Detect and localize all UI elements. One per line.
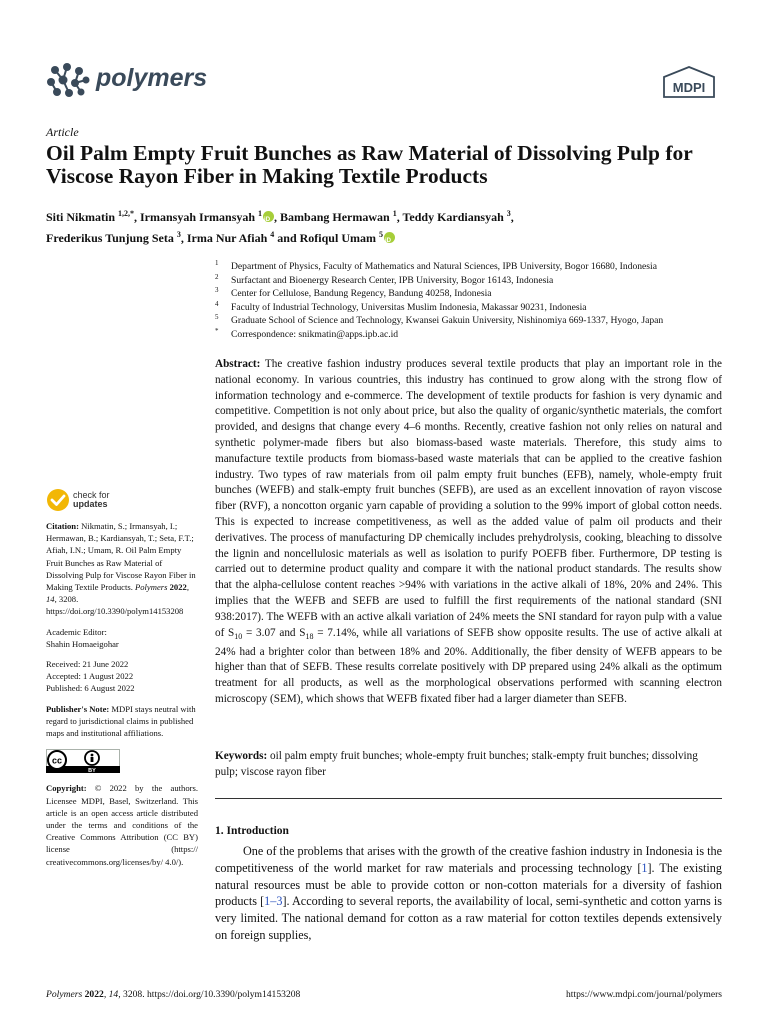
abstract-sub-1: 10	[234, 631, 243, 641]
copyright-label: Copyright:	[46, 783, 87, 794]
author-list	[46, 205, 722, 247]
footer-journal-url[interactable]: https://www.mdpi.com/journal/polymers	[565, 989, 722, 1000]
keywords-label: Keywords:	[215, 750, 268, 762]
author-affiliation-sup: 3	[176, 230, 181, 239]
reference-link-1-3[interactable]: 1–3	[264, 894, 283, 909]
citation-block	[46, 520, 198, 618]
affiliation-number: 1	[215, 259, 219, 267]
introduction-paragraph	[215, 843, 722, 944]
mdpi-logo-text: MDPI	[672, 80, 706, 95]
polymers-logo-icon	[46, 62, 92, 98]
footer-year: 2022	[82, 989, 104, 1000]
affiliation-text: Department of Physics, Faculty of Mathematics and Natural Sciences, IPB University, Bogor 16680, Indonesia	[231, 261, 657, 272]
affiliation-text: Faculty of Industrial Technology, Universitas Muslim Indonesia, Makassar 90231, Indonesia	[231, 301, 587, 313]
abstract-text-2: = 3.07 and S	[242, 626, 306, 639]
author-separator: ,	[396, 210, 403, 224]
keywords	[215, 749, 722, 781]
affiliation-item	[215, 314, 725, 328]
affiliation-number: 3	[215, 286, 219, 294]
author-separator: and	[274, 231, 300, 245]
affiliation-number: 4	[215, 299, 219, 308]
abstract-text-1: The creative fashion industry produces several textile products that play an important role in the national economy. In various countries, this industry has continued to grow along with the strong flow of information technology and e-commerce. The development of textile products for fashion is very dynamic and competitive. Competition is not only about price, but also the quality of organic/synthetic materials, the comfort provided, and designs that change every 4–6 months. Recently, creative fashion not only relies on natural and synthetic polymer-made fibers but also biomass-based waste materials. Therefore, this study aims to manufacture textile products from biomass-based waste materials that can be applied to the creative fashion industry. Two types of raw materials from oil palm empty fruit bunches (EFB), namely, whole-empty fruit bunches (WEFB) and stalk-empty fruit bunches (SEFB), are used as an excellent innovation of rayon viscose fiber (RVF), a noncotton organic yarn capable of providing a solution to the 99% import of global cotton needs. This is expected to increase competitiveness, as well as the added value of palm oil products and their derivatives. The process of manufacturing DP chemically includes prehydrolysis, cooking, bleaching to dissolve the lignin and noncellulosic materials as well as isolation to purify POEFB fiber. Furthermore, DP testing is carried out to determine product quality and compare it with the national product standards. The results show that the alpha-cellulose content reaches >94% with variations in the active alkali of 18%, 20% and 24%. This implies that the WEFB and SEFB are used to fulfill the first requirements of the national standard (SNI 938:2017). The WEFB with an active alkali variation of 24% meets the SNI standard for rayon pulp with a value of S	[215, 358, 722, 639]
check-line-1: check for	[73, 490, 110, 500]
affiliation-item	[215, 274, 725, 288]
affiliation-number: 5	[215, 313, 219, 321]
date-published: Published: 6 August 2022	[46, 683, 135, 694]
citation-text-1: Nikmatin, S.; Irmansyah, I.; Hermawan, B.; Kardiansyah, T.; Seta, F.T.; Afiah, I.N.; Umam, R. Oil Palm Empty Fruit Bunches as Raw Material of Dissolving Pulp for Viscose Rayon Fiber in Making Textile Products.	[46, 521, 196, 593]
check-for-updates-icon	[46, 488, 70, 512]
citation-label: Citation:	[46, 521, 79, 531]
citation-journal: Polymers	[135, 582, 168, 593]
abstract-label: Abstract:	[215, 358, 261, 370]
affiliation-item	[215, 328, 725, 342]
journal-header	[46, 62, 722, 102]
abstract-text-3: = 7.14%, while all variations of SEFB show opposite results. The use of active alkali at 24% had a brighter color than between 18% and 20%. Additionally, the fiber density of WEFB appears to be higher than that of SEFB. These results correlate positively with DP prepared using 24% alkali as the optimum treatment for all products, as well as the morphological observations performed with scanning electron microscopy (SEM), which shows that WEFB fixated fiber had a larger diameter than SEFB.	[215, 626, 723, 705]
date-accepted: Accepted: 1 August 2022	[46, 671, 134, 682]
author-affiliation-sup: 3	[506, 209, 511, 218]
affiliation-text: Graduate School of Science and Technology, Kwansei Gakuin University, Nishinomiya 669-1337, Hyogo, Japan	[231, 315, 664, 326]
article-title: Oil Palm Empty Fruit Bunches as Raw Material of Dissolving Pulp for Viscose Rayon Fiber in Making Textile Products	[46, 141, 693, 188]
footer-journal: Polymers	[46, 989, 83, 1000]
author-affiliation-sup: 5	[378, 230, 383, 239]
check-for-updates-text	[73, 491, 110, 509]
author-separator: ,	[274, 210, 281, 224]
affiliation-text: Correspondence: snikmatin@apps.ipb.ac.id	[231, 328, 399, 340]
footer-doi: , 3208. https://doi.org/10.3390/polym14153208	[118, 989, 301, 1000]
publisher-note-label: Publisher's Note:	[46, 703, 110, 714]
section-heading-introduction: 1. Introduction	[215, 825, 289, 837]
author-affiliation-sup: 4	[270, 230, 275, 239]
affiliation-list	[215, 260, 725, 341]
intro-text-1: One of the problems that arises with the growth of the creative fashion industry in Indonesia is the competitiveness of the world market for raw materials and processing technology [	[215, 844, 722, 875]
affiliation-item	[215, 287, 725, 301]
svg-text:cc: cc	[51, 755, 63, 766]
affiliation-text: Surfactant and Bioenergy Research Center, IPB University, Bogor 16143, Indonesia	[231, 274, 554, 286]
citation-volume: , 14	[46, 582, 189, 605]
author-separator: ,	[134, 210, 141, 224]
author-separator: ,	[180, 231, 187, 245]
author-affiliation-sup: 1	[392, 209, 397, 218]
author-separator: ,	[510, 210, 514, 224]
orcid-icon[interactable]	[263, 211, 274, 222]
copyright-block	[46, 782, 198, 867]
article-type: Article	[46, 125, 79, 139]
academic-editor-name: Shahin Homaeigohar	[46, 638, 119, 649]
orcid-icon[interactable]	[384, 232, 395, 243]
footer-citation	[46, 989, 300, 1000]
reference-link-1[interactable]: 1	[641, 860, 648, 875]
copyright-text: © 2022 by the authors. Licensee MDPI, Basel, Switzerland. This article is an open access article distributed under the terms and conditions of the Creative Commons Attribution (CC BY) license (https:// creativecommons.org/licenses/by/ 4.0/).	[46, 783, 198, 867]
citation-year: 2022	[167, 582, 187, 593]
author-name[interactable]: Bambang Hermawan	[280, 210, 390, 224]
footer-volume: , 14	[103, 989, 119, 1000]
author-name[interactable]: Irmansyah Irmansyah	[140, 210, 256, 224]
check-for-updates-button[interactable]	[46, 488, 198, 514]
intro-text-2: ]. The existing natural resources must be able to provide cotton or non-cotton materials for a diversity of fashion products [	[215, 860, 722, 909]
mdpi-logo-icon	[660, 66, 718, 100]
author-name[interactable]: Frederikus Tunjung Seta	[46, 231, 174, 245]
svg-text:BY: BY	[88, 768, 96, 774]
author-name[interactable]: Irma Nur Afiah	[186, 231, 268, 245]
author-name[interactable]: Siti Nikmatin	[46, 210, 116, 224]
affiliation-text: Center for Cellulose, Bandung Regency, Bandung 40258, Indonesia	[231, 288, 492, 299]
dates-block	[46, 658, 198, 695]
abstract	[215, 357, 722, 708]
citation-text-2: , 3208. https://doi.org/10.3390/polym14153208	[46, 594, 184, 617]
affiliation-number: 2	[215, 272, 219, 281]
author-affiliation-sup: 1,2,*	[118, 209, 135, 218]
cc-by-license-icon[interactable]	[46, 749, 120, 773]
author-name[interactable]: Rofiqul Umam	[299, 231, 376, 245]
keywords-text: oil palm empty fruit bunches; whole-empty fruit bunches; stalk-empty fruit bunches; dissolving pulp; viscose rayon fiber	[215, 750, 698, 778]
academic-editor-block	[46, 626, 198, 650]
date-received: Received: 21 June 2022	[46, 659, 129, 670]
journal-name: polymers	[96, 64, 208, 92]
section-divider	[215, 798, 722, 799]
check-line-2: updates	[73, 499, 108, 509]
affiliation-item	[215, 301, 725, 315]
publisher-note	[46, 703, 198, 740]
author-name[interactable]: Teddy Kardiansyah	[402, 210, 504, 224]
intro-text-3: ]. According to several reports, the availability of local, semi-synthetic and cotton yarns is very limited. The national demand for cotton as a raw material for cotton textiles depends extensively on foreign supplies,	[215, 894, 723, 942]
affiliation-number: *	[215, 326, 219, 335]
academic-editor-label: Academic Editor:	[46, 626, 107, 637]
article-sidebar	[46, 488, 198, 876]
affiliation-item	[215, 260, 725, 274]
abstract-sub-2: 18	[305, 631, 314, 641]
publisher-note-text: MDPI stays neutral with regard to jurisdictional claims in published maps and institutional affiliations.	[46, 703, 196, 739]
author-affiliation-sup: 1	[258, 209, 263, 218]
